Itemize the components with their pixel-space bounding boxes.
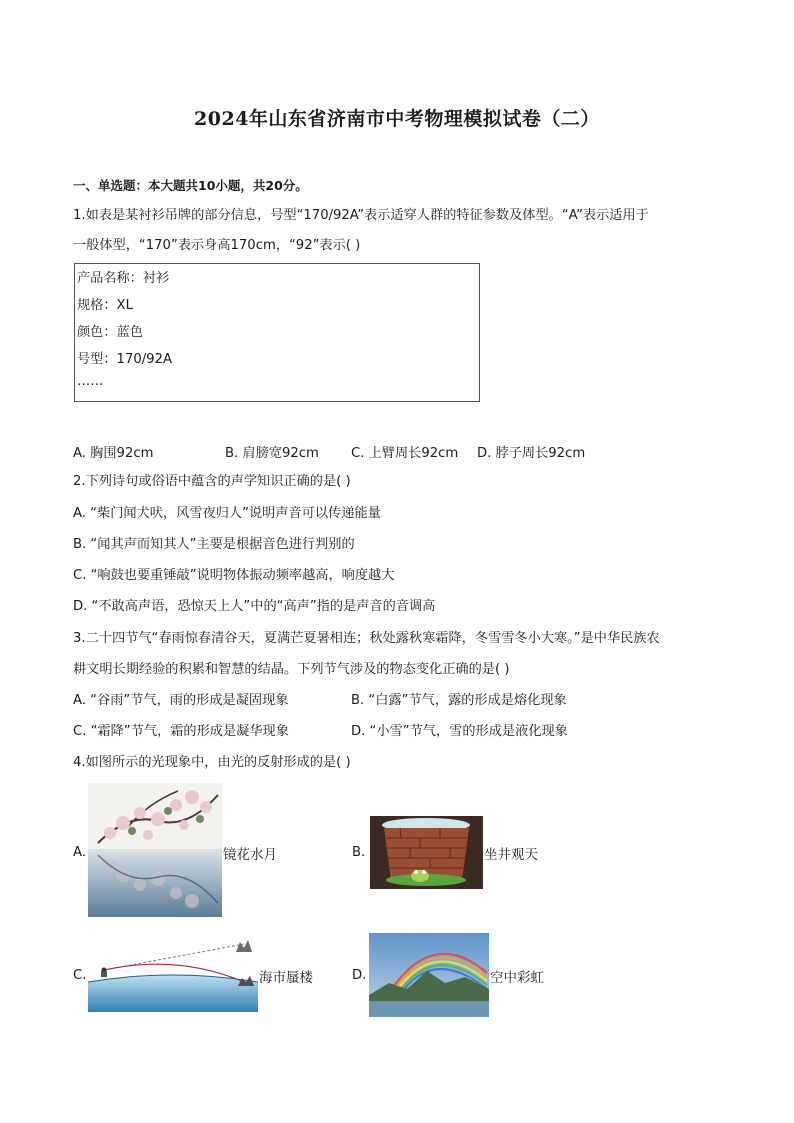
q4-stem: 4.如图所示的光现象中，由光的反射形成的是( ) [73,755,351,770]
q3-stem-line1: 3.二十四节气“春雨惊春清谷天，夏满芒夏暑相连；秋处露秋寒霜降，冬雪雪冬小大寒。”是中华民族农 [73,631,660,646]
q4-option-d-caption: 空中彩虹 [490,970,544,986]
q4-option-a-caption: 镜花水月 [223,847,277,863]
q2-option-c[interactable]: C. “响鼓也要重锤敲”说明物体振动频率越高，响度越大 [73,568,395,583]
table-row: 产品名称：衬衫 [77,271,170,286]
q2-option-d[interactable]: D. “不敢高声语，恐惊天上人”中的“高声”指的是声音的音调高 [73,599,436,614]
q1-option-a[interactable]: A. 胸围92cm [73,446,154,461]
q1-stem-line2: 一般体型，“170”表示身高170cm，“92”表示( ) [73,238,361,253]
q4-option-a-letter[interactable]: A. [73,845,86,860]
q1-option-d[interactable]: D. 脖子周长92cm [477,446,586,461]
q1-option-b[interactable]: B. 肩膀宽92cm [225,446,319,461]
flower-reflection-image [88,783,222,917]
mirage-diagram-image [88,938,258,1012]
q3-option-b[interactable]: B. “白露”节气，露的形成是熔化现象 [351,693,567,708]
q3-option-d[interactable]: D. “小雪”节气，雪的形成是液化现象 [351,724,568,739]
q3-stem-line2: 耕文明长期经验的积累和智慧的结晶。下列节气涉及的物态变化正确的是( ) [73,662,510,677]
page-title: 2024年山东省济南市中考物理模拟试卷（二） [194,108,600,130]
q1-stem-line1: 1.如表是某衬衫吊牌的部分信息，号型“170/92A”表示适穿人群的特征参数及体型。“A”表示适用于 [73,208,649,223]
q2-option-a[interactable]: A. “柴门闻犬吠，风雪夜归人”说明声音可以传递能量 [73,506,381,521]
table-row: 颜色：蓝色 [77,325,143,340]
q1-option-c[interactable]: C. 上臂周长92cm [351,446,459,461]
section-heading: 一、单选题：本大题共10小题，共20分。 [73,178,308,193]
rainbow-image [369,933,489,1017]
q1-product-tag-table [74,263,480,402]
q4-option-d-letter[interactable]: D. [352,968,367,983]
q3-option-c[interactable]: C. “霜降”节气，霜的形成是凝华现象 [73,724,289,739]
table-row: 规格：XL [77,298,133,313]
q2-option-b[interactable]: B. “闻其声而知其人”主要是根据音色进行判别的 [73,537,355,552]
q4-option-b-caption: 坐井观天 [484,847,538,863]
frog-in-well-image [370,816,483,889]
q2-stem: 2.下列诗句或俗语中蕴含的声学知识正确的是( ) [73,474,351,489]
q4-option-b-letter[interactable]: B. [352,845,366,860]
q3-option-a[interactable]: A. “谷雨”节气，雨的形成是凝固现象 [73,693,289,708]
q4-option-c-caption: 海市蜃楼 [259,970,313,986]
q4-option-c-letter[interactable]: C. [73,968,87,983]
table-row: …… [77,374,104,389]
table-row: 号型：170/92A [77,352,172,367]
